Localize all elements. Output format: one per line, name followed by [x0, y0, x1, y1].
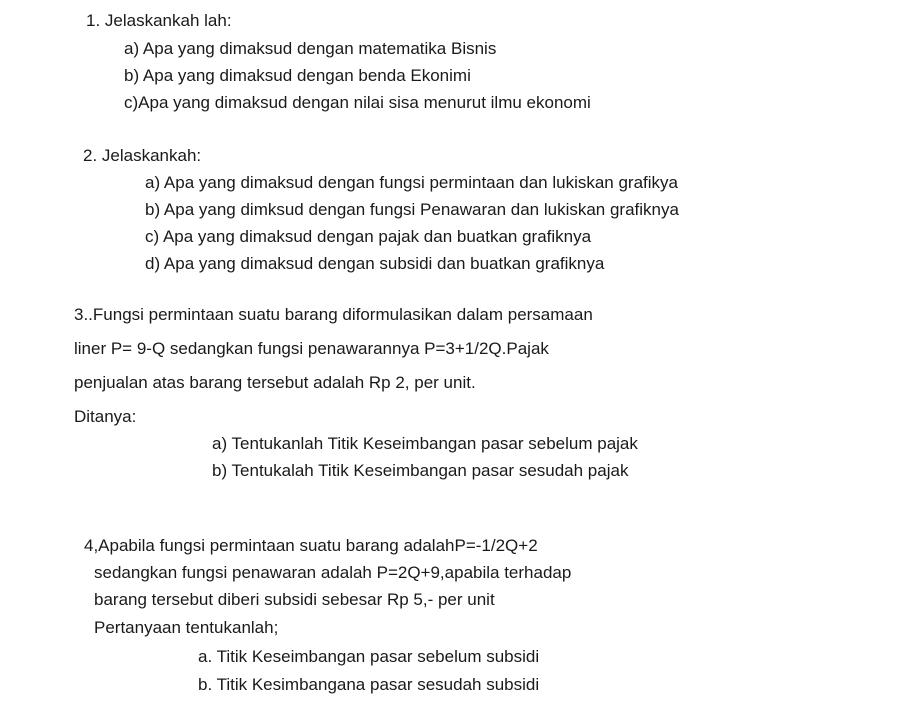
q3-line-3: penjualan atas barang tersebut adalah Rp 2, per unit. [74, 373, 476, 392]
q3-line-2: liner P= 9-Q sedangkan fungsi penawarannya P=3+1/2Q.Pajak [74, 339, 549, 358]
q1-item-b: b) Apa yang dimaksud dengan benda Ekonimi [124, 66, 471, 85]
q4-line-2: sedangkan fungsi penawaran adalah P=2Q+9,apabila terhadap [94, 563, 572, 582]
q2-heading: 2. Jelaskankah: [83, 146, 202, 165]
q2-item-b: b) Apa yang dimksud dengan fungsi Penawaran dan lukiskan grafiknya [145, 200, 679, 219]
q2-item-d: d) Apa yang dimaksud dengan subsidi dan buatkan grafiknya [145, 254, 605, 273]
q1-heading: 1. Jelaskankah lah: [86, 11, 232, 30]
q3-line-1: 3..Fungsi permintaan suatu barang diformulasikan dalam persamaan [74, 305, 593, 324]
q1-item-c: c)Apa yang dimaksud dengan nilai sisa menurut ilmu ekonomi [124, 93, 591, 112]
q3-asked: Ditanya: [74, 407, 137, 426]
q2-item-a: a) Apa yang dimaksud dengan fungsi permintaan dan lukiskan grafikya [145, 173, 679, 192]
q4-line-4: Pertanyaan tentukanlah; [94, 618, 279, 637]
q4-line-3: barang tersebut diberi subsidi sebesar Rp 5,- per unit [94, 590, 495, 609]
q4-item-a: a. Titik Keseimbangan pasar sebelum subsidi [198, 647, 540, 666]
q1-item-a: a) Apa yang dimaksud dengan matematika Bisnis [124, 39, 497, 58]
q3-item-a: a) Tentukanlah Titik Keseimbangan pasar sebelum pajak [212, 434, 638, 453]
q3-item-b: b) Tentukalah Titik Keseimbangan pasar sesudah pajak [212, 461, 629, 480]
q2-item-c: c) Apa yang dimaksud dengan pajak dan buatkan grafiknya [145, 227, 592, 246]
q4-line-1: 4,Apabila fungsi permintaan suatu barang adalahP=-1/2Q+2 [84, 536, 538, 555]
q4-item-b: b. Titik Kesimbangana pasar sesudah subsidi [198, 675, 540, 694]
